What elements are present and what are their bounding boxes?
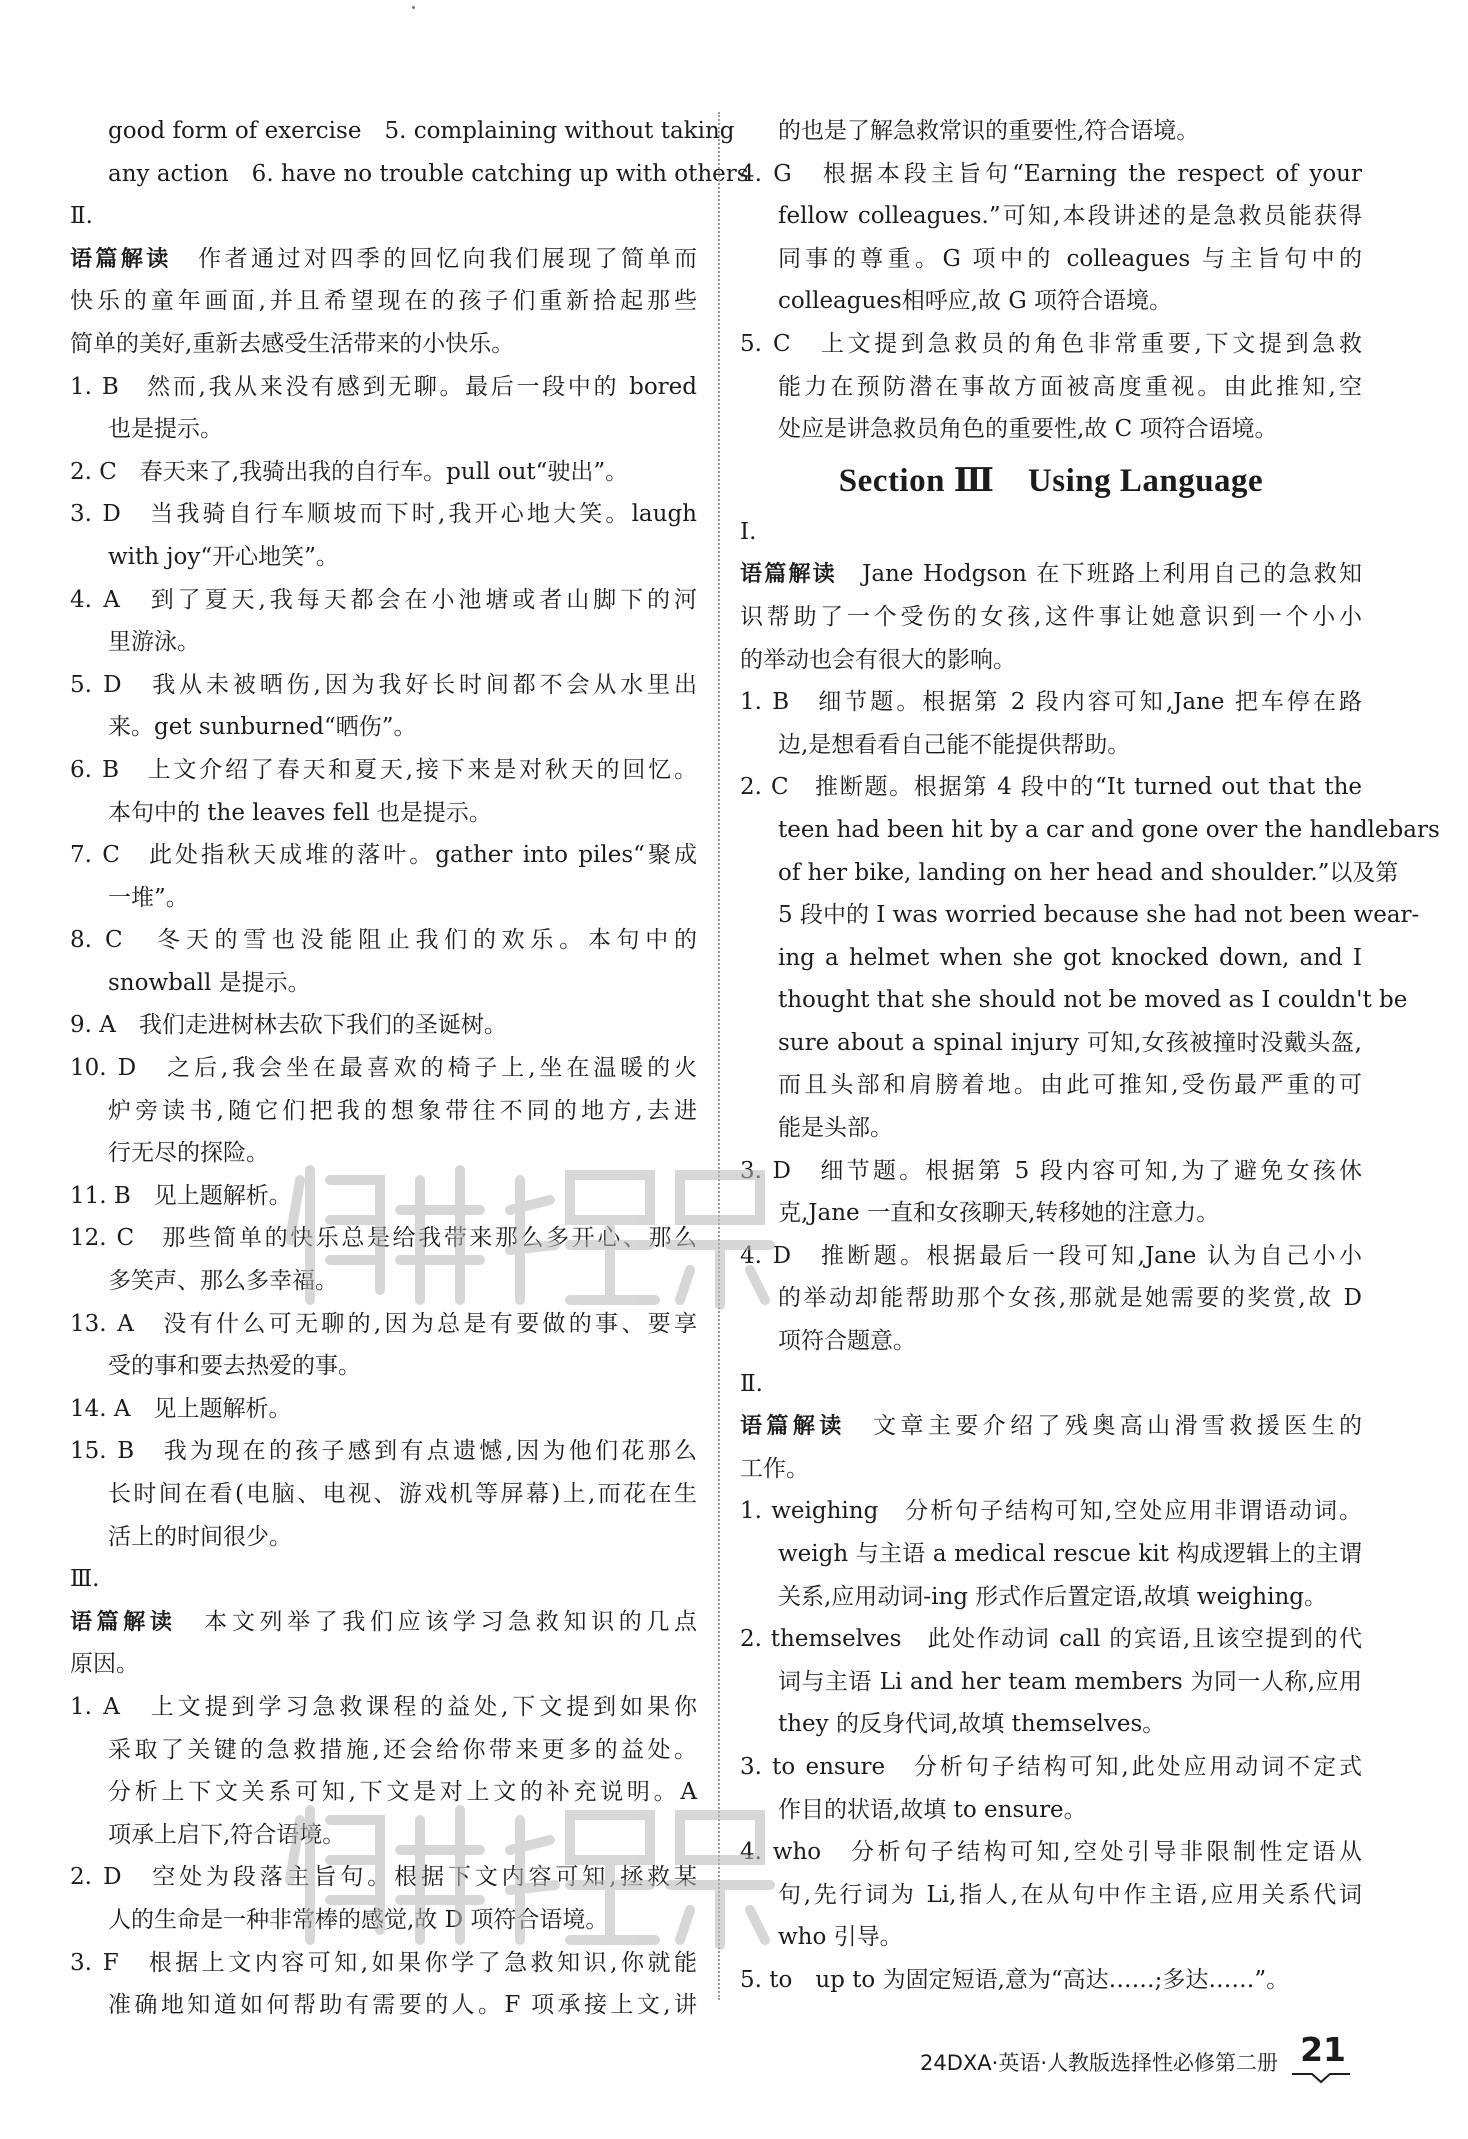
- answer-line: ing a helmet when she got knocked down, and I: [778, 944, 1362, 971]
- answer-line: 4. G 根据本段主旨句“Earning the respect of your: [740, 160, 1362, 187]
- answer-line: 多笑声、那么多幸福。: [108, 1268, 338, 1295]
- answer-line: 9. A 我们走进树林去砍下我们的圣诞树。: [70, 1012, 507, 1039]
- answer-line: 2. D 空处为段落主旨句。根据下文内容可知,拯救某: [70, 1864, 697, 1891]
- answer-line: 4. D 推断题。根据最后一段可知,Jane 认为自己小小: [740, 1242, 1362, 1269]
- answer-line: 受的事和要去热爱的事。: [108, 1353, 361, 1380]
- answer-line: 1. A 上文提到学习急救课程的益处,下文提到如果你: [70, 1693, 697, 1720]
- answer-line: 的也是了解急救常识的重要性,符合语境。: [778, 118, 1200, 144]
- answer-line: Ⅱ.: [70, 203, 93, 230]
- section-title: Section Ⅲ Using Language: [838, 462, 1264, 499]
- answer-line: 8. C 冬天的雪也没能阻止我们的欢乐。本句中的: [70, 927, 697, 954]
- answer-line: 快乐的童年画面,并且希望现在的孩子们重新拾起那些: [70, 288, 697, 315]
- answer-line: thought that she should not be moved as I couldn't be: [778, 987, 1408, 1014]
- answer-line: 3. D 当我骑自行车顺坡而下时,我开心地大笑。laugh: [70, 501, 697, 528]
- answer-line: weigh 与主语 a medical rescue kit 构成逻辑上的主谓: [778, 1541, 1362, 1567]
- answer-line: 本句中的 the leaves fell 也是提示。: [108, 799, 492, 826]
- answer-line: 一堆”。: [108, 884, 189, 911]
- answer-line: sure about a spinal injury 可知,女孩被撞时没戴头盔,: [778, 1029, 1362, 1056]
- answer-line: 10. D 之后,我会坐在最喜欢的椅子上,坐在温暖的火: [70, 1055, 697, 1082]
- answer-line: 项承上启下,符合语境。: [108, 1821, 346, 1848]
- answer-line: 1. weighing 分析句子结构可知,空处应用非谓语动词。: [740, 1498, 1362, 1525]
- answer-line: 行无尽的探险。: [108, 1140, 269, 1167]
- answer-line: 里游泳。: [108, 629, 200, 656]
- answer-line: 5. C 上文提到急救员的角色非常重要,下文提到急救: [740, 330, 1362, 357]
- answer-line: 边,是想看看自己能不能提供帮助。: [778, 731, 1131, 758]
- page-number: 21: [1300, 2030, 1346, 2069]
- passage-summary-line: [740, 553, 1362, 596]
- answer-line: 也是提示。: [108, 416, 223, 443]
- answer-line: Ⅲ.: [70, 1566, 100, 1593]
- answer-line: 11. B 见上题解析。: [70, 1182, 292, 1209]
- passage-summary-label: 语篇解读: [70, 1609, 177, 1635]
- page-footer: 24DXA·英语·人教版选择性必修第二册: [920, 2051, 1278, 2075]
- answer-line: 克,Jane 一直和女孩聊天,转移她的注意力。: [778, 1200, 1220, 1227]
- answer-line: 长时间在看(电脑、电视、游戏机等屏幕)上,而花在生: [108, 1481, 697, 1507]
- answer-line: 12. C 那些简单的快乐总是给我带来那么多开心、那么: [70, 1225, 697, 1252]
- right-column: [740, 110, 1440, 2002]
- answer-line: 4. who 分析句子结构可知,空处引导非限制性定语从: [740, 1839, 1362, 1866]
- answer-line: 5. to up to 为固定短语,意为“高达……;多达……”。: [740, 1966, 1290, 1993]
- answer-line: 5. D 我从未被晒伤,因为我好长时间都不会从水里出: [70, 671, 697, 698]
- answer-line: 来。get sunburned“晒伤”。: [108, 714, 417, 741]
- page-number-underline-mark: [1290, 2070, 1352, 2086]
- answer-line: 13. A 没有什么可无聊的,因为总是有要做的事、要享: [70, 1310, 697, 1337]
- answer-line: 原因。: [70, 1651, 139, 1678]
- left-column: [70, 110, 749, 2027]
- passage-summary-label: 语篇解读: [740, 1414, 846, 1440]
- line-text: Jane Hodgson 在下班路上利用自己的急救知: [836, 561, 1362, 588]
- passage-summary-label: 语篇解读: [740, 562, 837, 588]
- answer-line: 6. B 上文介绍了春天和夏天,接下来是对秋天的回忆。: [70, 756, 697, 783]
- line-text: 本文列举了我们应该学习急救知识的几点: [176, 1608, 697, 1635]
- passage-summary-line: [70, 1601, 697, 1644]
- answer-line: 作目的状语,故填 to ensure。: [778, 1796, 1087, 1823]
- answer-line: they 的反身代词,故填 themselves。: [778, 1711, 1166, 1738]
- answer-line: any action 6. have no trouble catching up with others: [108, 160, 749, 187]
- answer-line: snowball 是提示。: [108, 969, 311, 996]
- answer-line: who 引导。: [778, 1924, 903, 1951]
- answer-line: Ⅰ.: [740, 518, 757, 545]
- answer-line: 2. themselves 此处作动词 call 的宾语,且该空提到的代: [740, 1626, 1362, 1653]
- answer-line: 3. F 根据上文内容可知,如果你学了急救知识,你就能: [70, 1949, 697, 1976]
- answer-line: 的举动却能帮助那个女孩,那就是她需要的奖赏,故 D: [778, 1285, 1362, 1312]
- answer-line: 2. C 推断题。根据第 4 段中的“It turned out that the: [740, 774, 1362, 801]
- answer-line: 项符合题意。: [778, 1328, 916, 1355]
- answer-line: of her bike, landing on her head and shoulder.”以及第: [778, 859, 1399, 886]
- answer-line: 的举动也会有很大的影响。: [740, 646, 1016, 673]
- answer-line: 采取了关键的急救措施,还会给你带来更多的益处。: [108, 1736, 697, 1763]
- answer-line: 工作。: [740, 1455, 809, 1482]
- line-text: 文章主要介绍了残奥高山滑雪救援医生的: [845, 1413, 1362, 1440]
- passage-summary-line: [740, 1405, 1362, 1448]
- answer-line: 4. A 到了夏天,我每天都会在小池塘或者山脚下的河: [70, 586, 697, 613]
- answer-line: 1. B 细节题。根据第 2 段内容可知,Jane 把车停在路: [740, 689, 1362, 716]
- answer-line: 识帮助了一个受伤的女孩,这件事让她意识到一个小小: [740, 603, 1362, 630]
- answer-line: 关系,应用动词-ing 形式作后置定语,故填 weighing。: [778, 1583, 1327, 1610]
- answer-line: good form of exercise 5. complaining without taking: [108, 118, 735, 144]
- answer-line: 处应是讲急救员角色的重要性,故 C 项符合语境。: [778, 416, 1278, 443]
- scan-dot: [412, 6, 415, 9]
- answer-line: teen had been hit by a car and gone over the handlebars: [778, 816, 1440, 843]
- answer-line: fellow colleagues.”可知,本段讲述的是急救员能获得: [778, 203, 1362, 230]
- column-divider: [718, 112, 720, 2000]
- answer-line: 3. D 细节题。根据第 5 段内容可知,为了避免女孩休: [740, 1157, 1362, 1184]
- answer-line: 人的生命是一种非常棒的感觉,故 D 项符合语境。: [108, 1906, 609, 1933]
- answer-line: 2. C 春天来了,我骑出我的自行车。pull out“驶出”。: [70, 458, 629, 485]
- answer-line: 炉旁读书,随它们把我的想象带往不同的地方,去进: [108, 1097, 697, 1124]
- answer-line: 词与主语 Li and her team members 为同一人称,应用: [778, 1668, 1362, 1695]
- passage-summary-label: 语篇解读: [70, 246, 172, 272]
- answer-line: colleagues相呼应,故 G 项符合语境。: [778, 288, 1173, 315]
- answer-line: 分析上下文关系可知,下文是对上文的补充说明。A: [108, 1779, 697, 1806]
- answer-line: 活上的时间很少。: [108, 1523, 292, 1550]
- answer-line: 准确地知道如何帮助有需要的人。F 项承接上文,讲: [108, 1992, 697, 2019]
- answer-line: 3. to ensure 分析句子结构可知,此处应用动词不定式: [740, 1753, 1362, 1780]
- answer-line: 句,先行词为 Li,指人,在从句中作主语,应用关系代词: [778, 1881, 1362, 1908]
- answer-line: 5 段中的 I was worried because she had not been wear-: [778, 902, 1420, 929]
- answer-line: 15. B 我为现在的孩子感到有点遗憾,因为他们花那么: [70, 1438, 697, 1465]
- answer-line: with joy“开心地笑”。: [108, 543, 339, 570]
- answer-line: Ⅱ.: [740, 1370, 763, 1397]
- passage-summary-line: [70, 238, 697, 281]
- line-text: 作者通过对四季的回忆向我们展现了简单而: [171, 245, 697, 272]
- answer-line: 简单的美好,重新去感受生活带来的小快乐。: [70, 330, 515, 357]
- answer-line: 同事的尊重。G 项中的 colleagues 与主旨句中的: [778, 245, 1362, 272]
- answer-line: 14. A 见上题解析。: [70, 1395, 292, 1422]
- answer-line: 1. B 然而,我从来没有感到无聊。最后一段中的 bored: [70, 373, 697, 400]
- answer-line: 能力在预防潜在事故方面被高度重视。由此推知,空: [778, 373, 1362, 400]
- answer-line: 7. C 此处指秋天成堆的落叶。gather into piles“聚成: [70, 842, 697, 869]
- answer-line: 能是头部。: [778, 1115, 893, 1142]
- answer-line: 而且头部和肩膀着地。由此可推知,受伤最严重的可: [778, 1072, 1362, 1099]
